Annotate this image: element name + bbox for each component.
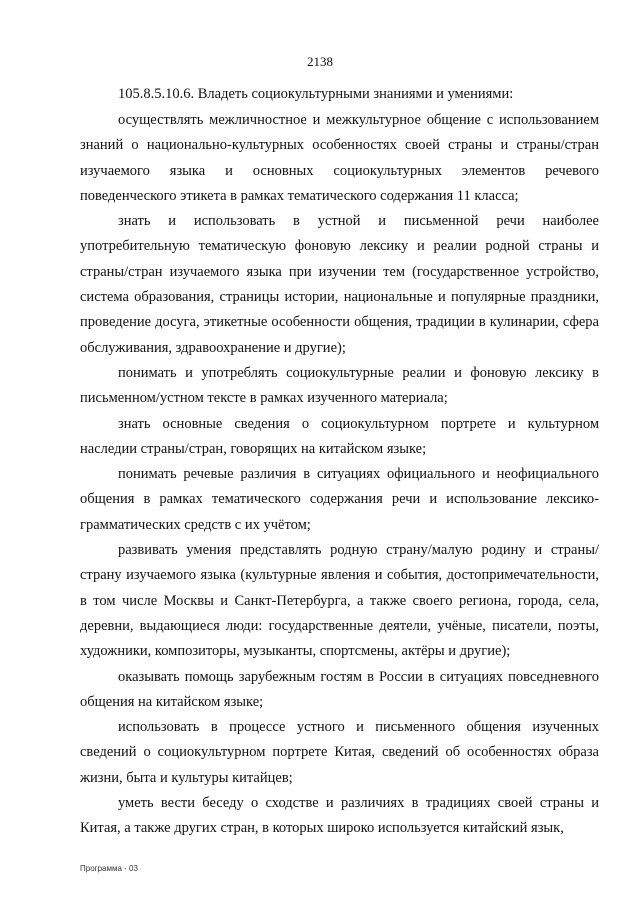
paragraph: знать и использовать в устной и письменной речи наиболее употребительную тематическую фоновую лексику и реалии родной страны и страны/стран изучаемого языка при изучении тем (государственное устройство, система образования, страницы истории, национальные и популярные праздники, проведение досуга, этикетные особенности общения, традиции в кулинарии, сфера обслуживания, здравоохранение и другие); — [80, 213, 599, 356]
paragraph: уметь вести беседу о сходстве и различиях в традициях своей страны и Китая, а также других стран, в которых широко используется китайский язык, — [80, 795, 599, 837]
body-text — [80, 108, 599, 842]
paragraph: осуществлять межличностное и межкультурное общение с использованием знаний о национально-культурных особенностях своей страны и страны/стран изучаемого языка и основных социокультурных элементов речевого поведенческого этикета в рамках тематического содержания 11 класса; — [80, 112, 599, 204]
page-number: 2138 — [307, 54, 333, 69]
paragraph: использовать в процессе устного и письменного общения изученных сведений о социокультурном портрете Китая, сведений об особенностях образа жизни, быта и культуры китайцев; — [80, 719, 599, 786]
paragraph: понимать и употреблять социокультурные реалии и фоновую лексику в письменном/устном тексте в рамках изученного материала; — [80, 364, 599, 407]
paragraph: понимать речевые различия в ситуациях официального и неофициального общения в рамках тематического содержания речи и использование лексико-грамматических средств с их учётом; — [80, 466, 599, 533]
paragraph: оказывать помощь зарубежным гостям в России в ситуациях повседневного общения на китайском языке; — [80, 668, 599, 710]
paragraph: знать основные сведения о социокультурном портрете и культурном наследии страны/стран, говорящих на китайском языке; — [80, 415, 599, 457]
paragraph: развивать умения представлять родную страну/малую родину и страны/страну изучаемого языка (культурные явления и события, достопримечательности, в том числе Москвы и Санкт-Петербурга, а также своего региона, города, села, деревни, выдающиеся люди: государственные деятели, учёные, писатели, поэты, художники, композиторы, музыканты, спортсмены, актёры и другие); — [80, 542, 599, 660]
section-heading: 105.8.5.10.6. Владеть социокультурными знаниями и умениями: — [118, 86, 514, 102]
footer-program-label: Программа - 03 — [80, 864, 138, 873]
